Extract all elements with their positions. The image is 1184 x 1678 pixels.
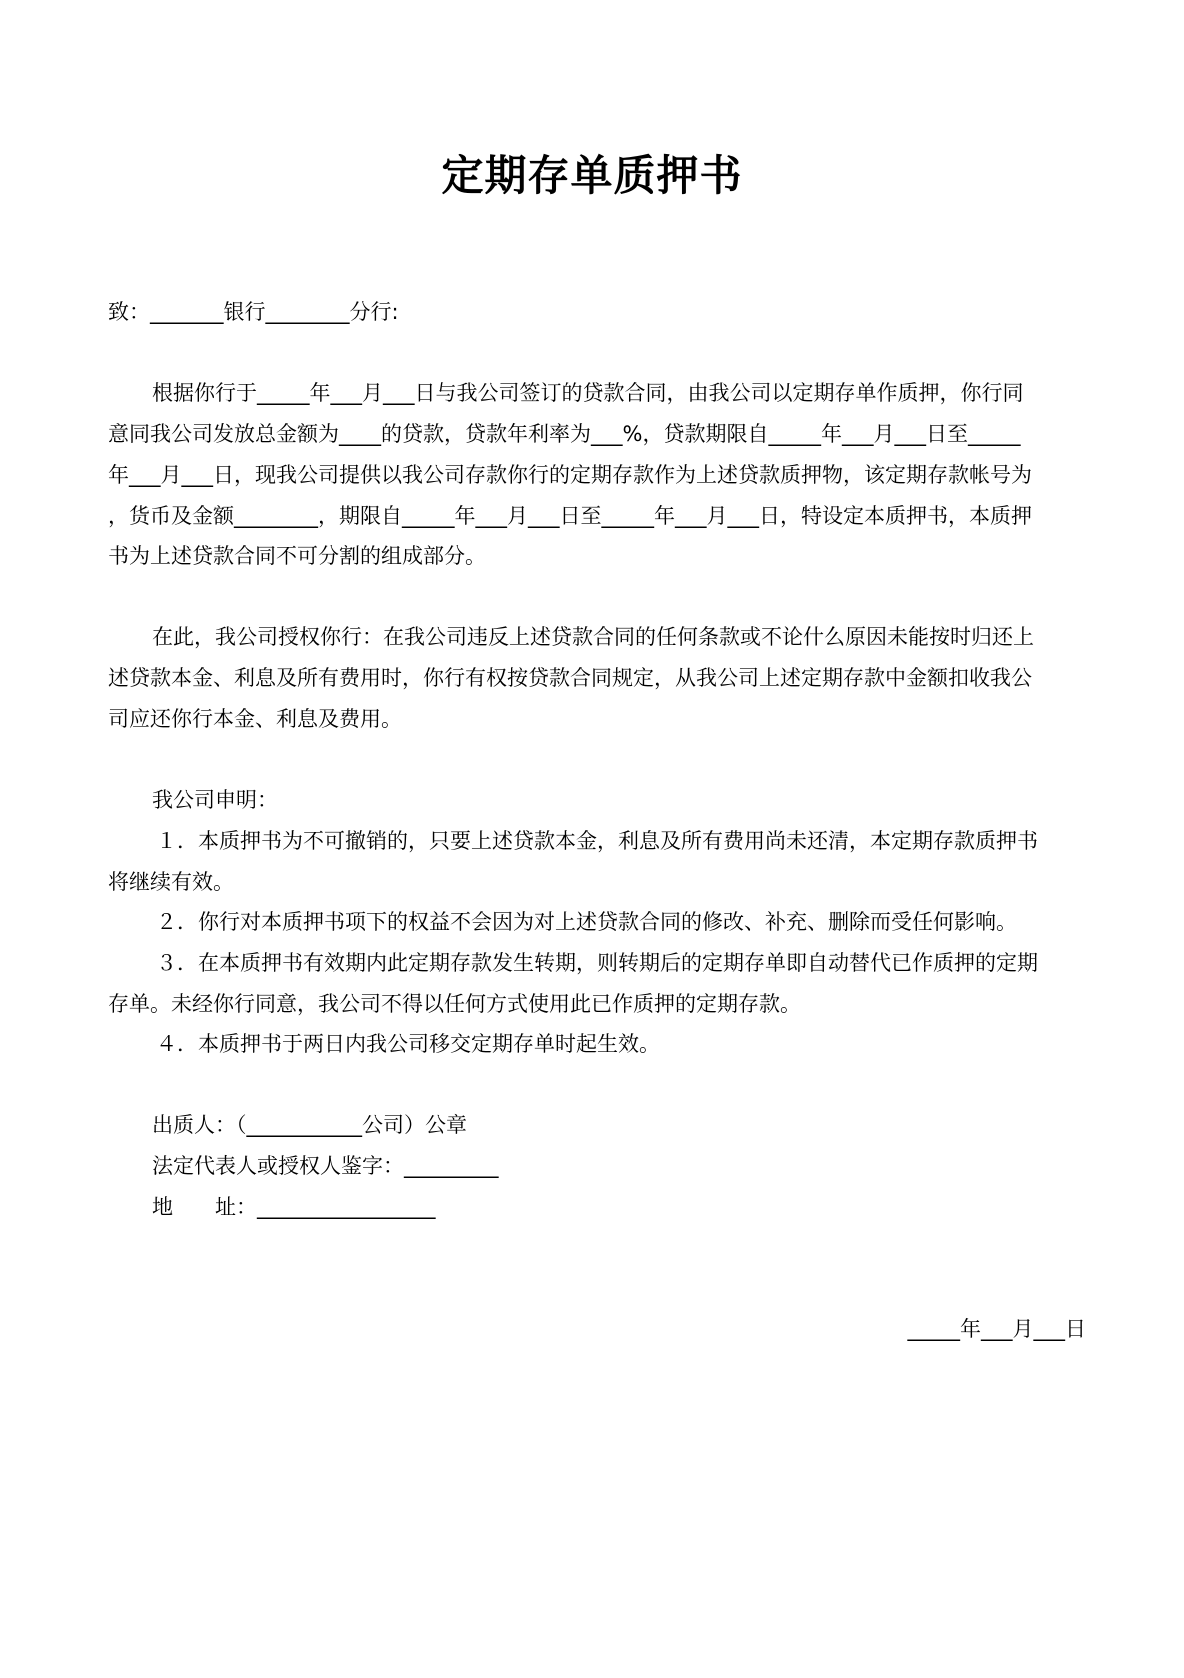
document-title: 定期存单质押书 bbox=[441, 151, 743, 200]
clause-3-line-1: ３．在本质押书有效期内此定期存款发生转期，则转期后的定期存单即自动替代已作质押的定期 bbox=[156, 951, 1038, 975]
para2-line-3: 司应还你行本金、利息及费用。 bbox=[108, 707, 402, 731]
declaration-heading: 我公司申明： bbox=[152, 788, 278, 812]
para1-line-1: 根据你行于_____年___月___日与我公司签订的贷款合同，由我公司以定期存单作质押，你行同 bbox=[152, 381, 1024, 405]
para1-line-2: 意同我公司发放总金额为____的贷款，贷款年利率为___%，贷款期限自_____年___月___日至_____ bbox=[108, 422, 1021, 446]
clause-2: ２．你行对本质押书项下的权益不会因为对上述贷款合同的修改、补充、删除而受任何影响。 bbox=[156, 910, 1017, 934]
pledgor-seal-line: 出质人：（___________公司）公章 bbox=[152, 1113, 467, 1137]
addressee-line: 致：_______银行________分行: bbox=[108, 300, 399, 324]
date-line: _____年___月___日 bbox=[907, 1317, 1086, 1341]
clause-1-line-2: 将继续有效。 bbox=[108, 870, 234, 894]
para1-line-3: 年___月___日，现我公司提供以我公司存款你行的定期存款作为上述贷款质押物，该定期存款帐号为 bbox=[108, 463, 1032, 487]
para1-line-4: ，货币及金额________，期限自_____年___月___日至_____年___月___日，特设定本质押书，本质押 bbox=[108, 504, 1032, 528]
para2-line-2: 述贷款本金、利息及所有费用时，你行有权按贷款合同规定，从我公司上述定期存款中金额扣收我公 bbox=[108, 666, 1032, 690]
para2-line-1: 在此，我公司授权你行：在我公司违反上述贷款合同的任何条款或不论什么原因未能按时归还上 bbox=[152, 625, 1034, 649]
legal-representative-line: 法定代表人或授权人鉴字：_________ bbox=[152, 1154, 499, 1178]
address-line: 地 址：_________________ bbox=[152, 1195, 436, 1219]
para1-line-5: 书为上述贷款合同不可分割的组成部分。 bbox=[108, 544, 486, 568]
clause-3-line-2: 存单。未经你行同意，我公司不得以任何方式使用此已作质押的定期存款。 bbox=[108, 992, 801, 1016]
clause-4: ４．本质押书于两日内我公司移交定期存单时起生效。 bbox=[156, 1032, 660, 1056]
clause-1-line-1: １．本质押书为不可撤销的，只要上述贷款本金，利息及所有费用尚未还清，本定期存款质押书 bbox=[156, 829, 1038, 853]
